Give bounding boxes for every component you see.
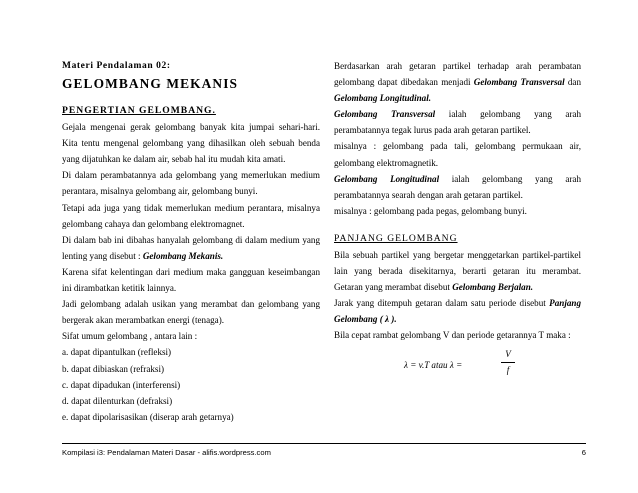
term-transversal: Gelombang Transversal bbox=[334, 109, 436, 120]
paragraph: Tetapi ada juga yang tidak memerlukan medium perantara, misalnya gelombang cahaya dan gelombang elektromagnet. bbox=[62, 202, 320, 229]
text: dan bbox=[564, 77, 581, 88]
paragraph bbox=[334, 58, 581, 106]
term-gelombang-mekanis: Gelombang Mekanis. bbox=[142, 250, 224, 261]
paragraph: Di dalam perambatannya ada gelombang yang memerlukan medium perantara, misalnya gelombang air, gelombang bunyi. bbox=[62, 170, 320, 197]
paragraph: Sifat umum gelombang , antara lain : bbox=[62, 331, 198, 342]
paragraph bbox=[334, 247, 581, 295]
text: ialah gelombang yang arah perambatannya tegak lurus pada arah getaran partikel. bbox=[334, 109, 581, 136]
fraction-bar bbox=[501, 362, 515, 363]
footer-text: Kompilasi i3: Pendalaman Materi Dasar - alifis.wordpress.com bbox=[62, 448, 271, 457]
term-transversal: Gelombang Transversal bbox=[473, 77, 565, 88]
paragraph: Karena sifat kelentingan dari medium maka gangguan keseimbangan ini dirambatkan ketitik lainnya. bbox=[62, 266, 320, 294]
paragraph bbox=[334, 295, 581, 327]
paragraph: misalnya : gelombang pada tali, gelombang permukaan air, gelombang elektromagnetik. bbox=[334, 141, 581, 168]
formula-fraction bbox=[501, 348, 515, 377]
list-item: c. dapat dipadukan (interferensi) bbox=[62, 379, 181, 390]
material-kicker: Materi Pendalaman 02: bbox=[62, 61, 171, 71]
list-item: e. dapat dipolarisasikan (diserap arah getarnya) bbox=[62, 411, 234, 422]
term-longitudinal: Gelombang Longitudinal bbox=[334, 173, 440, 184]
page-number: 6 bbox=[581, 448, 586, 457]
paragraph: misalnya : gelombang pada pegas, gelombang bunyi. bbox=[334, 205, 527, 216]
formula-numerator: V bbox=[505, 348, 511, 359]
paragraph bbox=[334, 171, 581, 203]
paragraph bbox=[62, 232, 320, 264]
text: Di dalam bab ini dibahas hanyalah gelombang di dalam medium yang lenting yang disebut : bbox=[62, 234, 320, 261]
paragraph: Gejala mengenai gerak gelombang banyak kita jumpai sehari-hari. Kita tentu mengenal gelombang yang dihasilkan oleh sebuah benda yang dijatuhkan ke dalam air, sebab hal itu mudah kita amati. bbox=[62, 122, 320, 165]
term-gelombang-berjalan: Gelombang Berjalan. bbox=[452, 282, 534, 293]
list-item: a. dapat dipantulkan (refleksi) bbox=[62, 347, 172, 358]
right-column bbox=[334, 58, 581, 382]
paragraph: Bila cepat rambat gelombang V dan periode getarannya T maka : bbox=[334, 330, 571, 341]
page-title: GELOMBANG MEKANIS bbox=[62, 76, 239, 92]
footer-divider bbox=[62, 443, 586, 444]
list-item: d. dapat dilenturkan (defraksi) bbox=[62, 395, 173, 406]
paragraph bbox=[334, 106, 581, 138]
text: ialah gelombang yang arah perambatannya searah dengan arah getaran partikel. bbox=[334, 173, 581, 200]
footer bbox=[62, 448, 586, 457]
formula-denominator: f bbox=[506, 364, 510, 375]
term-panjang-gelombang: Panjang Gelombang ( λ ). bbox=[334, 298, 581, 325]
section-heading-panjang: PANJANG GELOMBANG bbox=[334, 232, 458, 244]
left-column bbox=[62, 58, 320, 425]
term-longitudinal: Gelombang Longitudinal. bbox=[334, 93, 432, 104]
section-heading-pengertian: PENGERTIAN GELOMBANG. bbox=[62, 105, 216, 117]
text: Berdasarkan arah getaran partikel terhadap arah perambatan gelombang dapat dibedakan menjadi bbox=[334, 61, 581, 88]
text: Jarak yang ditempuh getaran dalam satu periode disebut bbox=[334, 298, 550, 309]
wavelength-formula bbox=[334, 348, 581, 382]
list-item: b. dapat dibiaskan (refraksi) bbox=[62, 363, 165, 374]
text: Bila sebuah partikel yang bergetar menggetarkan partikel-partikel lain yang berada disekitarnya, berarti getaran itu merambat. Getaran yang merambat disebut bbox=[334, 249, 581, 293]
formula-lhs: λ = v.T atau λ = bbox=[404, 359, 463, 370]
paragraph: Jadi gelombang adalah usikan yang merambat dan gelombang yang bergerak akan merambatkan energi (tenaga). bbox=[62, 299, 320, 326]
